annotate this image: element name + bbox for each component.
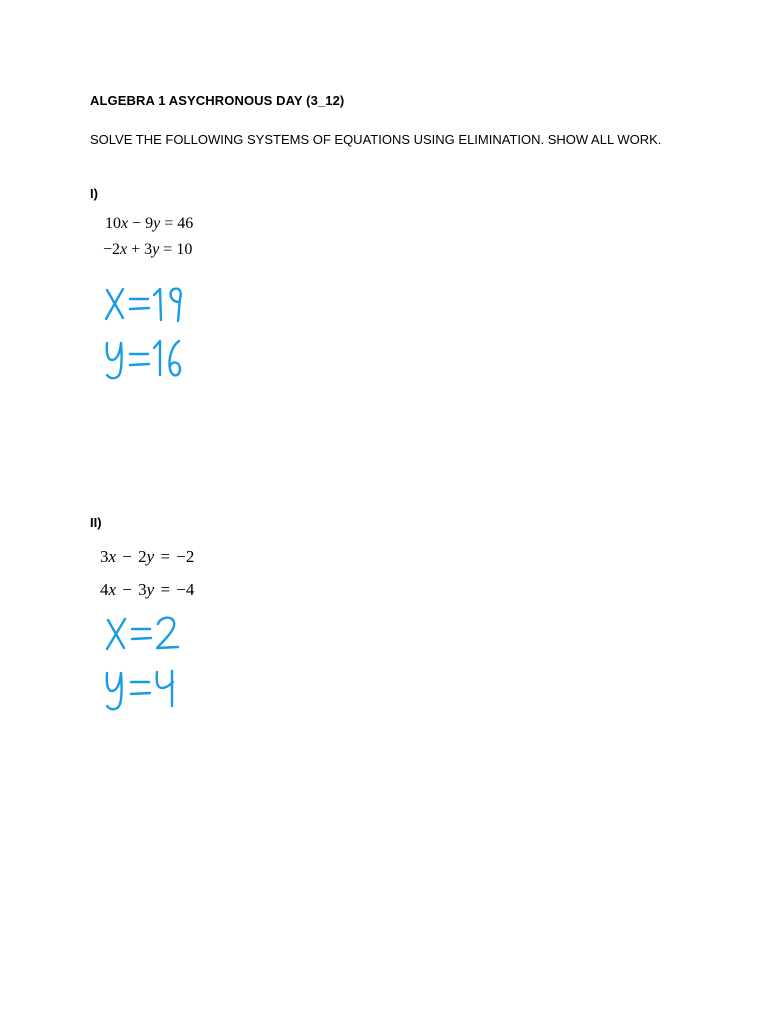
rhs: 10 — [176, 241, 193, 258]
problem-2-label: II) — [90, 515, 102, 530]
problem-2-answer-x — [100, 614, 190, 654]
rhs: −4 — [176, 580, 195, 599]
problem-1-equation-2: −2x + 3y = 10 — [103, 241, 193, 258]
coef-a: 10 — [105, 215, 121, 232]
problem-2-equation-2: 4x − 3y = −4 — [100, 580, 195, 599]
problem-1-label: I) — [90, 186, 98, 201]
coef-a: 4 — [100, 580, 109, 599]
coef-a: 3 — [100, 547, 109, 566]
coef-b: 3 — [138, 580, 147, 599]
problem-1-equation-1: 10x − 9y = 46 — [105, 215, 194, 232]
rhs: −2 — [176, 547, 195, 566]
problem-2-answer-y — [100, 668, 190, 713]
coef-b: 2 — [138, 547, 147, 566]
instructions-text: SOLVE THE FOLLOWING SYSTEMS OF EQUATIONS USING ELIMINATION. SHOW ALL WORK. — [90, 132, 662, 147]
page-title: ALGEBRA 1 ASYCHRONOUS DAY (3_12) — [90, 93, 345, 108]
problem-1-answer-y — [100, 338, 190, 383]
coef-b: 9 — [145, 215, 154, 232]
problem-1-answer-x — [100, 285, 190, 325]
problem-2-equation-1: 3x − 2y = −2 — [100, 547, 195, 566]
rhs: 46 — [177, 215, 194, 232]
coef-a: −2 — [103, 241, 121, 258]
coef-b: 3 — [144, 241, 153, 258]
